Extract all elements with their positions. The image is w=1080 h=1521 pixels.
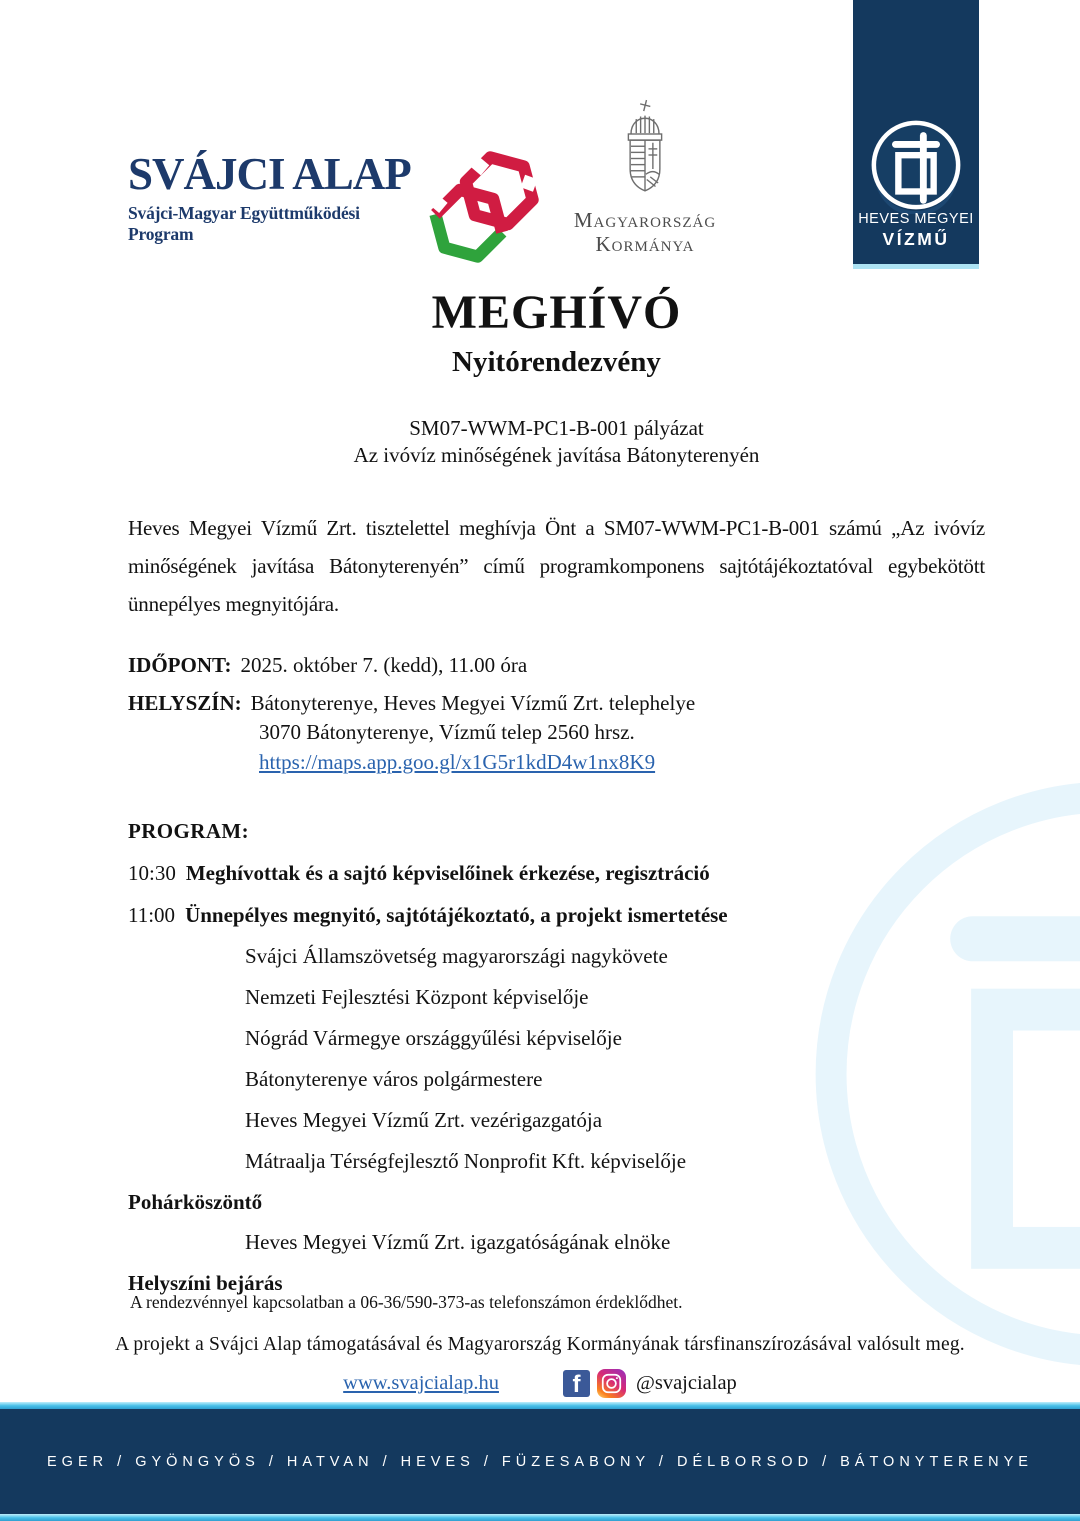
speaker-item: Mátraalja Térségfejlesztő Nonprofit Kft. képviselője (245, 1148, 687, 1173)
vizmu-line1: HEVES MEGYEI (858, 211, 974, 227)
project-code: SM07-WWM-PC1-B-001 pályázat (409, 415, 704, 440)
cyan-divider-top (0, 1402, 1080, 1409)
speaker-item: Svájci Államszövetség magyarországi nagykövete (245, 943, 668, 968)
website-link[interactable]: www.svajcialap.hu (343, 1372, 499, 1394)
program-title: Ünnepélyes megnyitó, sajtótájékoztató, a projekt ismertetése (185, 902, 728, 927)
hungary-coat-of-arms-icon (617, 96, 673, 200)
venue-line1: Bátonyterenye, Heves Megyei Vízmű Zrt. telephelye (250, 691, 696, 716)
government-line2: Kormánya (595, 231, 695, 256)
toast-item: Heves Megyei Vízmű Zrt. igazgatóságának elnöke (245, 1229, 671, 1254)
program-item (128, 903, 985, 928)
government-line1: Magyarország (573, 208, 717, 232)
footer (0, 1292, 1080, 1398)
swiss-fund-logo (128, 149, 418, 245)
speaker-item: Nógrád Vármegye országgyűlési képviselője (245, 1025, 622, 1050)
speaker-list (128, 944, 985, 1174)
venue-row (128, 691, 985, 775)
speaker-item: Nemzeti Fejlesztési Központ képviselője (245, 984, 589, 1009)
venue-line2: 3070 Bátonyterenye, Vízmű telep 2560 hrsz. (259, 720, 635, 745)
time-label: IDŐPONT: (128, 653, 232, 678)
site-visit-label: Helyszíni bejárás (128, 1270, 283, 1295)
page-subtitle: Nyitórendezvény (452, 345, 661, 378)
time-row (128, 653, 985, 678)
page-title: MEGHÍVÓ (431, 286, 682, 339)
funding-note: A projekt a Svájci Alap támogatásával és Magyarország Kormányának társfinanszírozásával valósult meg. (115, 1334, 965, 1355)
service-area-cities: EGER / GYÖNGYÖS / HATVAN / HEVES / FÜZESABONY / DÉLBORSOD / BÁTONYTERENYE (47, 1453, 1033, 1470)
social-handle: @svajcialap (635, 1372, 737, 1394)
speaker-item: Bátonyterenye város polgármestere (245, 1066, 543, 1091)
program-title: Meghívottak és a sajtó képviselőinek érkezése, regisztráció (185, 860, 710, 885)
bottom-bar (0, 1409, 1080, 1514)
program-time: 10:30 (128, 860, 176, 885)
map-link-row (259, 750, 985, 775)
map-link[interactable]: https://maps.app.goo.gl/x1G5r1kdD4w1nx8K9 (259, 749, 656, 774)
venue-label: HELYSZÍN: (128, 691, 242, 716)
facebook-icon[interactable] (563, 1370, 590, 1397)
government-name (560, 209, 730, 256)
vizmu-wordmark (853, 211, 979, 250)
program-heading: PROGRAM: (128, 818, 250, 843)
program-time: 11:00 (128, 902, 176, 927)
time-value: 2025. október 7. (kedd), 11.00 óra (240, 653, 528, 678)
swiss-contribution-hexagon-icon (428, 146, 540, 273)
facebook-letter: f (572, 1371, 581, 1397)
vizmu-line2: VÍZMŰ (882, 229, 950, 249)
vizmu-box-underline (853, 264, 979, 269)
hungary-government-logo (560, 96, 730, 256)
instagram-icon[interactable] (597, 1369, 626, 1398)
footer-links-row (0, 1369, 1080, 1398)
intro-paragraph: Heves Megyei Vízmű Zrt. tisztelettel meghívja Önt a SM07-WWM-PC1-B-001 számú „Az ivóvíz minőségének javítása Bátonyterenyén” című programkomponens sajtótájékoztatóval egybekötött ünnepélyes megnyitójára. (128, 515, 985, 616)
phone-note: A rendezvénnyel kapcsolatban a 06-36/590-373-as telefonszámon érdeklődhet. (130, 1292, 683, 1312)
program-item (128, 861, 985, 886)
project-reference (128, 415, 985, 469)
project-name: Az ivóvíz minőségének javítása Bátonyterenyén (353, 442, 760, 467)
vizmu-logo-box (853, 0, 979, 264)
swiss-fund-subtitle: Svájci-Magyar Együttműködési Program (128, 203, 360, 244)
speaker-item: Heves Megyei Vízmű Zrt. vezérigazgatója (245, 1107, 603, 1132)
swiss-fund-title: SVÁJCI ALAP (128, 149, 411, 199)
toast-label: Pohárköszöntő (128, 1189, 263, 1214)
cyan-divider-bottom (0, 1514, 1080, 1521)
vizmu-emblem-icon (867, 116, 965, 214)
